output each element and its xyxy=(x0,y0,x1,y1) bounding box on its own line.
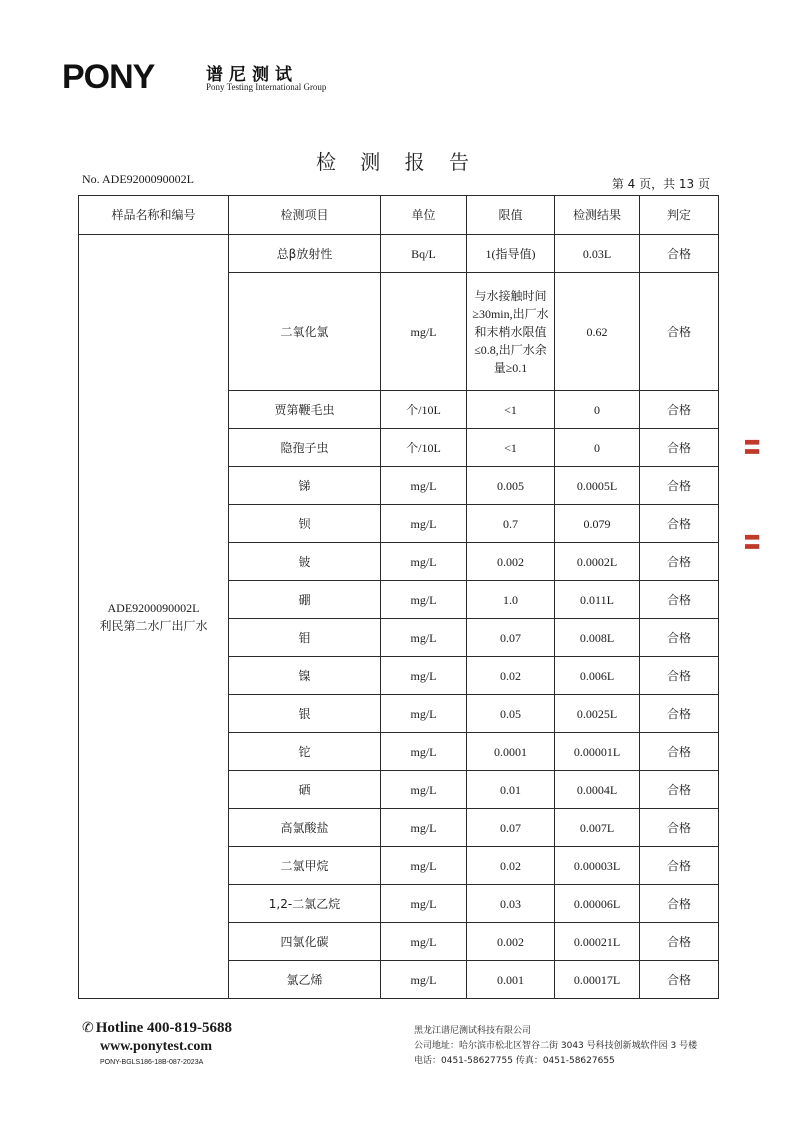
phone-icon: ✆ xyxy=(82,1020,94,1036)
cell-verdict: 合格 xyxy=(640,695,719,733)
cell-unit: mg/L xyxy=(381,467,467,505)
cell-limit: 0.05 xyxy=(467,695,555,733)
cell-unit: 个/10L xyxy=(381,429,467,467)
cell-item: 硒 xyxy=(229,771,381,809)
cell-unit: mg/L xyxy=(381,961,467,999)
cell-item: 二氯甲烷 xyxy=(229,847,381,885)
cell-verdict: 合格 xyxy=(640,273,719,391)
document-code: PONY-BGLS186-18B-087-2023A xyxy=(100,1059,204,1066)
cell-verdict: 合格 xyxy=(640,923,719,961)
cell-limit: <1 xyxy=(467,391,555,429)
cell-result: 0.00021L xyxy=(555,923,640,961)
cell-item: 总β放射性 xyxy=(229,235,381,273)
cell-result: 0.00006L xyxy=(555,885,640,923)
cell-verdict: 合格 xyxy=(640,235,719,273)
sample-cell xyxy=(79,235,229,999)
cell-item: 钼 xyxy=(229,619,381,657)
cell-limit: 1.0 xyxy=(467,581,555,619)
cell-result: 0.0025L xyxy=(555,695,640,733)
hotline-text: Hotline 400-819-5688 xyxy=(95,1020,232,1036)
cell-verdict: 合格 xyxy=(640,429,719,467)
table-row xyxy=(79,235,719,273)
cell-unit: mg/L xyxy=(381,733,467,771)
cell-limit: 0.02 xyxy=(467,657,555,695)
cell-result: 0.008L xyxy=(555,619,640,657)
cell-result: 0.006L xyxy=(555,657,640,695)
page-indicator: 第 4 页，共 13 页 xyxy=(611,177,710,191)
cell-result: 0.079 xyxy=(555,505,640,543)
cell-limit: 0.03 xyxy=(467,885,555,923)
cell-unit: mg/L xyxy=(381,505,467,543)
report-title: 检 测 报 告 xyxy=(315,150,479,174)
cell-item: 氯乙烯 xyxy=(229,961,381,999)
footer-contact xyxy=(82,1020,232,1066)
cell-result: 0.011L xyxy=(555,581,640,619)
cell-item: 高氯酸盐 xyxy=(229,809,381,847)
cell-verdict: 合格 xyxy=(640,467,719,505)
cell-limit: 0.001 xyxy=(467,961,555,999)
footer-company-info xyxy=(414,1024,697,1069)
cell-item: 隐孢子虫 xyxy=(229,429,381,467)
cell-unit: mg/L xyxy=(381,847,467,885)
cell-result: 0.62 xyxy=(555,273,640,391)
cell-item: 钡 xyxy=(229,505,381,543)
company-name: 黑龙江谱尼测试科技有限公司 xyxy=(414,1026,532,1036)
cell-verdict: 合格 xyxy=(640,885,719,923)
cell-verdict: 合格 xyxy=(640,809,719,847)
cell-item: 硼 xyxy=(229,581,381,619)
cell-result: 0.007L xyxy=(555,809,640,847)
cell-result: 0.00003L xyxy=(555,847,640,885)
cell-result: 0.00001L xyxy=(555,733,640,771)
cell-limit: 0.07 xyxy=(467,809,555,847)
cell-unit: mg/L xyxy=(381,273,467,391)
cell-result: 0.00017L xyxy=(555,961,640,999)
cell-verdict: 合格 xyxy=(640,847,719,885)
column-header-item: 检测项目 xyxy=(229,196,381,235)
column-header-sample: 样品名称和编号 xyxy=(79,196,229,235)
cell-limit: 0.07 xyxy=(467,619,555,657)
cell-item: 1,2-二氯乙烷 xyxy=(229,885,381,923)
cell-verdict: 合格 xyxy=(640,733,719,771)
seam-stamp-fragment: ▌▌ xyxy=(745,440,759,459)
cell-result: 0 xyxy=(555,391,640,429)
cell-verdict: 合格 xyxy=(640,961,719,999)
sample-name: 利民第二水厂出厂水 xyxy=(99,618,208,633)
cell-limit: 0.005 xyxy=(467,467,555,505)
cell-unit: mg/L xyxy=(381,695,467,733)
company-phone: 电话：0451-58627755 传真：0451-58627655 xyxy=(414,1056,615,1066)
column-header-unit: 单位 xyxy=(381,196,467,235)
cell-result: 0.0005L xyxy=(555,467,640,505)
cell-result: 0.0004L xyxy=(555,771,640,809)
cell-item: 铊 xyxy=(229,733,381,771)
cell-result: 0 xyxy=(555,429,640,467)
cell-verdict: 合格 xyxy=(640,657,719,695)
cell-limit: 1(指导值) xyxy=(467,235,555,273)
cell-limit: 0.002 xyxy=(467,923,555,961)
column-header-limit: 限值 xyxy=(467,196,555,235)
cell-item: 二氧化氯 xyxy=(229,273,381,391)
report-number: No. ADE9200090002L xyxy=(82,172,194,186)
website-link[interactable]: www.ponytest.com xyxy=(100,1039,212,1054)
cell-unit: Bq/L xyxy=(381,235,467,273)
cell-limit: 0.02 xyxy=(467,847,555,885)
logo-wordmark: PONY xyxy=(62,58,155,96)
cell-limit: 0.7 xyxy=(467,505,555,543)
cell-verdict: 合格 xyxy=(640,505,719,543)
cell-unit: 个/10L xyxy=(381,391,467,429)
logo-chinese-name: 谱尼测试 xyxy=(206,65,298,85)
cell-limit: 0.002 xyxy=(467,543,555,581)
cell-item: 锑 xyxy=(229,467,381,505)
table-header-row xyxy=(79,196,719,235)
logo-english-name: Pony Testing International Group xyxy=(206,82,327,92)
cell-limit: <1 xyxy=(467,429,555,467)
cell-unit: mg/L xyxy=(381,771,467,809)
cell-item: 贾第鞭毛虫 xyxy=(229,391,381,429)
cell-result: 0.03L xyxy=(555,235,640,273)
cell-unit: mg/L xyxy=(381,543,467,581)
cell-verdict: 合格 xyxy=(640,619,719,657)
cell-item: 铍 xyxy=(229,543,381,581)
cell-verdict: 合格 xyxy=(640,391,719,429)
cell-unit: mg/L xyxy=(381,619,467,657)
cell-limit: 0.0001 xyxy=(467,733,555,771)
column-header-verdict: 判定 xyxy=(640,196,719,235)
cell-item: 四氯化碳 xyxy=(229,923,381,961)
cell-unit: mg/L xyxy=(381,923,467,961)
cell-limit: 0.01 xyxy=(467,771,555,809)
company-address: 公司地址：哈尔滨市松北区智谷二街 3043 号科技创新城软件园 3 号楼 xyxy=(414,1041,698,1051)
cell-unit: mg/L xyxy=(381,581,467,619)
cell-item: 镍 xyxy=(229,657,381,695)
cell-unit: mg/L xyxy=(381,809,467,847)
cell-verdict: 合格 xyxy=(640,771,719,809)
cell-item: 银 xyxy=(229,695,381,733)
cell-unit: mg/L xyxy=(381,657,467,695)
cell-verdict: 合格 xyxy=(640,581,719,619)
seam-stamp-fragment: ▌▌ xyxy=(745,535,759,554)
sample-code: ADE9200090002L xyxy=(107,600,200,615)
column-header-result: 检测结果 xyxy=(555,196,640,235)
cell-verdict: 合格 xyxy=(640,543,719,581)
cell-unit: mg/L xyxy=(381,885,467,923)
cell-result: 0.0002L xyxy=(555,543,640,581)
cell-limit: 与水接触时间≥30min,出厂水和末梢水限值≤0.8,出厂水余量≥0.1 xyxy=(467,273,555,391)
results-table xyxy=(78,195,719,999)
